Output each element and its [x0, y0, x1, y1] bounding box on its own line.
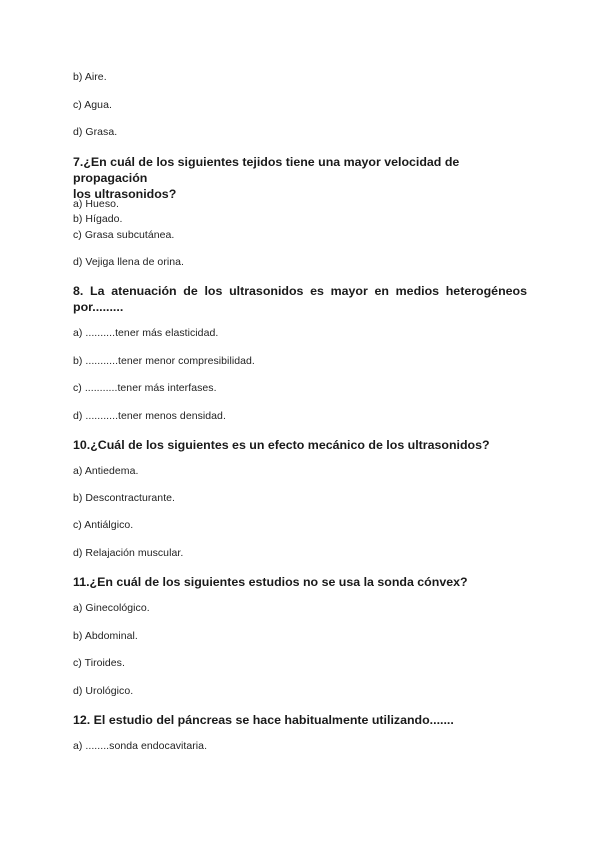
question-7: [73, 154, 527, 202]
question-10-text: 10.¿Cuál de los siguientes es un efecto mecánico de los ultrasonidos?: [73, 438, 490, 452]
q11-option-c: c) Tiroides.: [73, 657, 125, 669]
q7-option-a: a) Hueso.: [73, 198, 119, 210]
q8-option-a: a) ..........tener más elasticidad.: [73, 327, 219, 339]
q7-option-b: b) Hígado.: [73, 213, 123, 225]
question-8-line-2: por.........: [73, 300, 124, 314]
question-12-text: 12. El estudio del páncreas se hace habitualmente utilizando.......: [73, 713, 454, 727]
question-8-line-1: 8. La atenuación de los ultrasonidos es mayor en medios heterogéneos: [73, 284, 527, 298]
question-10: [73, 437, 527, 453]
question-11: [73, 574, 527, 590]
question-11-text: 11.¿En cuál de los siguientes estudios no se usa la sonda cónvex?: [73, 575, 468, 589]
q8-option-b: b) ...........tener menor compresibilidad.: [73, 355, 255, 367]
q11-option-a: a) Ginecológico.: [73, 602, 150, 614]
q10-option-c: c) Antiálgico.: [73, 519, 134, 531]
q7-option-c: c) Grasa subcutánea.: [73, 229, 175, 241]
option-b-aire: b) Aire.: [73, 71, 107, 83]
option-d-grasa: d) Grasa.: [73, 126, 118, 138]
question-8: [73, 283, 527, 315]
q7-option-d: d) Vejiga llena de orina.: [73, 256, 184, 268]
question-7-line-1: 7.¿En cuál de los siguientes tejidos tiene una mayor velocidad de propagación: [73, 155, 460, 185]
q8-option-c: c) ...........tener más interfases.: [73, 382, 217, 394]
q10-option-b: b) Descontracturante.: [73, 492, 176, 504]
q11-option-b: b) Abdominal.: [73, 630, 138, 642]
q12-option-a: a) ........sonda endocavitaria.: [73, 740, 208, 752]
q10-option-d: d) Relajación muscular.: [73, 547, 184, 559]
option-c-agua: c) Agua.: [73, 99, 112, 111]
q10-option-a: a) Antiedema.: [73, 465, 139, 477]
question-7-line-2: los ultrasonidos?: [73, 187, 177, 201]
question-12: [73, 712, 527, 728]
q8-option-d: d) ...........tener menos densidad.: [73, 410, 226, 422]
q11-option-d: d) Urológico.: [73, 685, 134, 697]
